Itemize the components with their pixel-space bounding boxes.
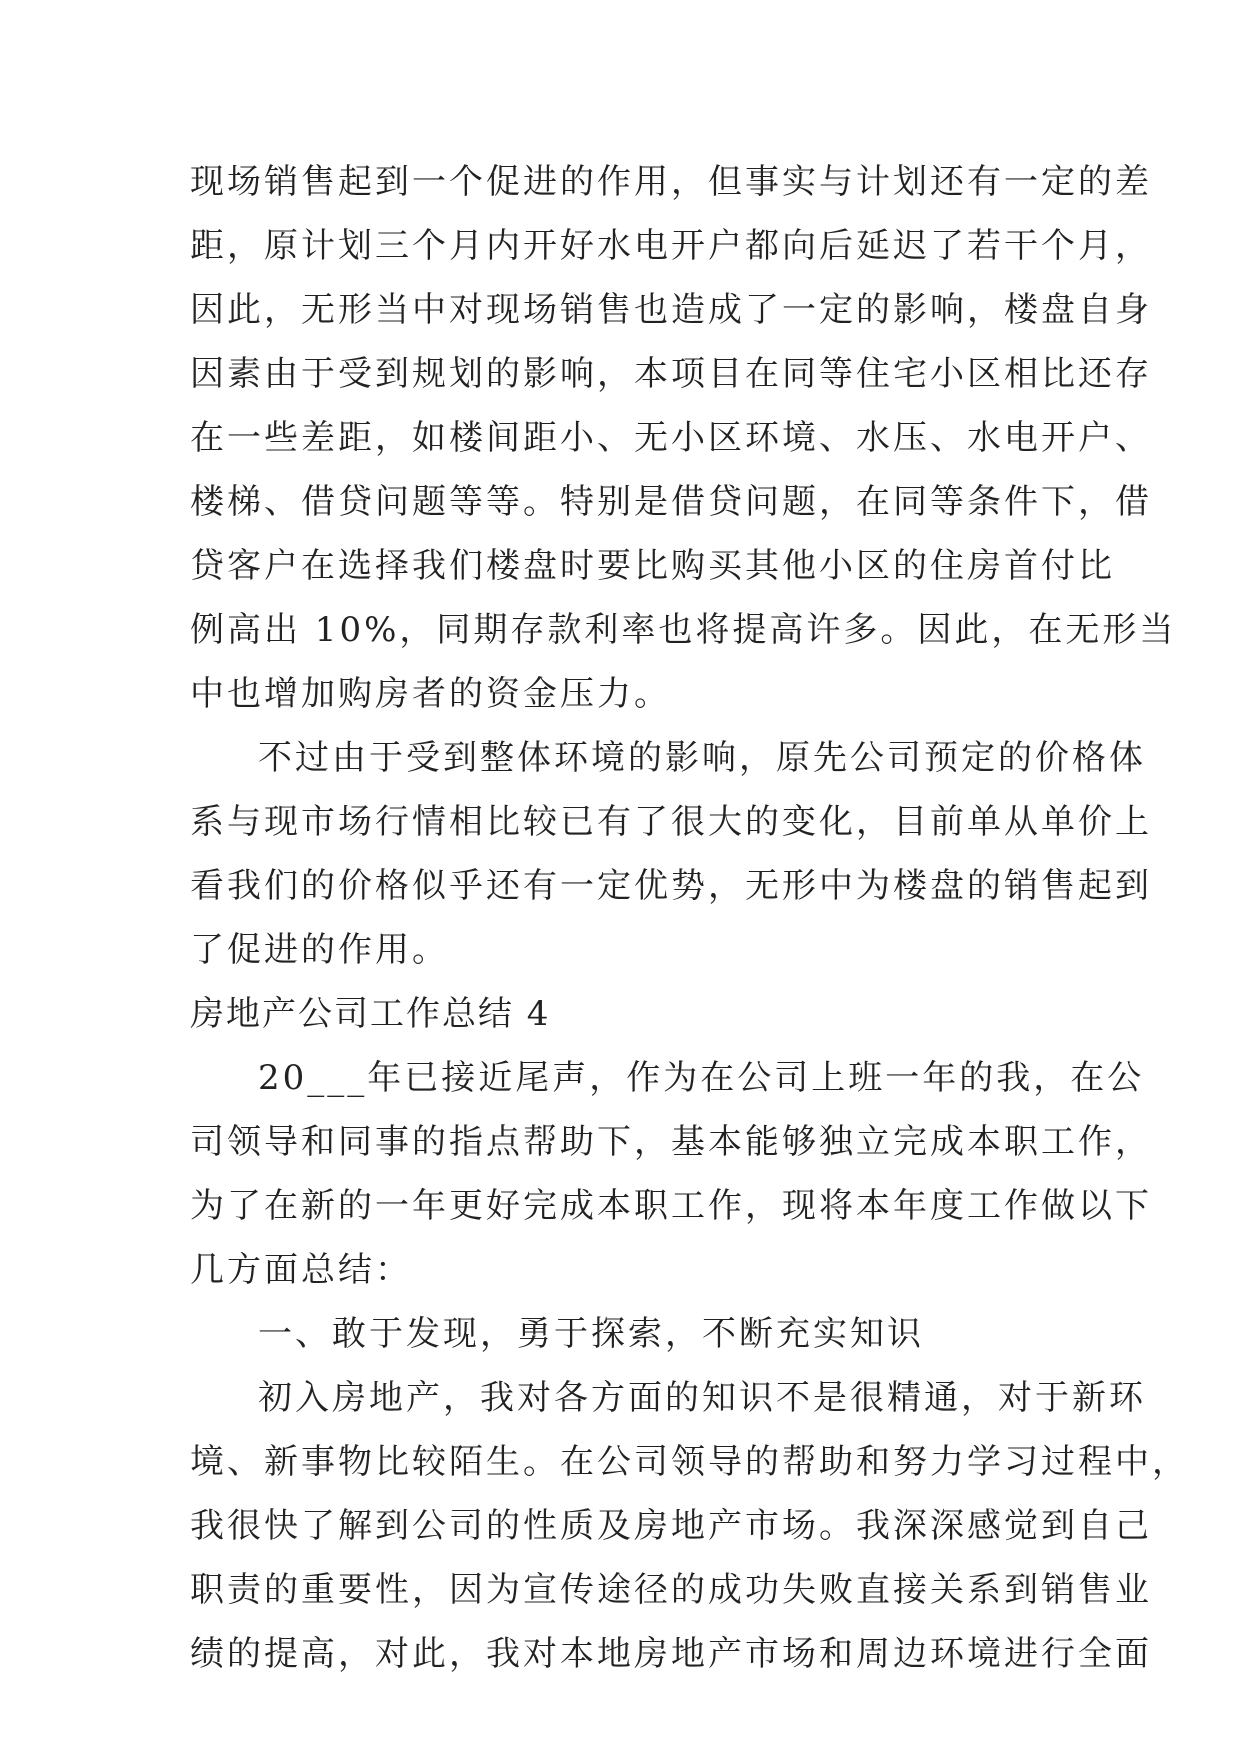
paragraph-start-line: 不过由于受到整体环境的影响，原先公司预定的价格体 <box>258 738 1146 778</box>
body-line: 距，原计划三个月内开好水电开户都向后延迟了若干个月， <box>190 226 1152 266</box>
body-line: 境、新事物比较陌生。在公司领导的帮助和努力学习过程中， <box>190 1442 1189 1482</box>
subsection-heading: 一、敢于发现，勇于探索，不断充实知识 <box>258 1314 924 1354</box>
body-line: 贷客户在选择我们楼盘时要比购买其他小区的住房首付比 <box>190 546 1115 586</box>
body-line: 看我们的价格似乎还有一定优势，无形中为楼盘的销售起到 <box>190 866 1152 906</box>
body-line: 系与现市场行情相比较已有了很大的变化，目前单从单价上 <box>190 802 1152 842</box>
body-line: 司领导和同事的指点帮助下，基本能够独立完成本职工作， <box>190 1122 1152 1162</box>
section-heading: 房地产公司工作总结 4 <box>190 994 551 1034</box>
paragraph-start-line: 初入房地产，我对各方面的知识不是很精通，对于新环 <box>258 1378 1146 1418</box>
body-line: 职责的重要性，因为宣传途径的成功失败直接关系到销售业 <box>190 1570 1152 1610</box>
body-line: 我很快了解到公司的性质及房地产市场。我深深感觉到自己 <box>190 1506 1152 1546</box>
body-line: 了促进的作用。 <box>190 930 449 970</box>
body-line: 中也增加购房者的资金压力。 <box>190 674 671 714</box>
body-line: 几方面总结： <box>190 1250 412 1290</box>
paragraph-start-line: 20___年已接近尾声，作为在公司上班一年的我，在公 <box>258 1058 1145 1098</box>
body-line: 楼梯、借贷问题等等。特别是借贷问题，在同等条件下，借 <box>190 482 1152 522</box>
body-line: 现场销售起到一个促进的作用，但事实与计划还有一定的差 <box>190 162 1152 202</box>
body-line: 例高出 10%，同期存款利率也将提高许多。因此，在无形当 <box>190 610 1177 650</box>
body-line: 因素由于受到规划的影响，本项目在同等住宅小区相比还存 <box>190 354 1152 394</box>
body-line: 为了在新的一年更好完成本职工作，现将本年度工作做以下 <box>190 1186 1152 1226</box>
body-line: 在一些差距，如楼间距小、无小区环境、水压、水电开户、 <box>190 418 1152 458</box>
body-line: 因此，无形当中对现场销售也造成了一定的影响，楼盘自身 <box>190 290 1152 330</box>
body-line: 绩的提高，对此，我对本地房地产市场和周边环境进行全面 <box>190 1634 1152 1674</box>
document-body <box>190 150 1189 1686</box>
